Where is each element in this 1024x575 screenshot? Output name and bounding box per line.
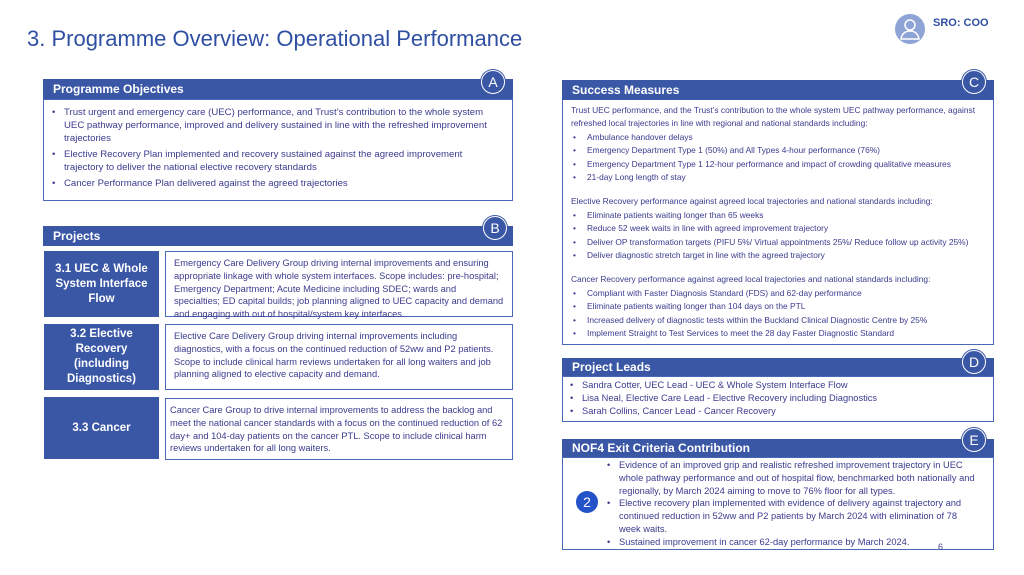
leads-list	[568, 379, 987, 418]
sro-label: SRO: COO	[933, 17, 989, 29]
project-text-elective: Elective Care Delivery Group driving internal improvements including diagnostics, with a focus on the continued reduction of 52ww and P2 patients. Scope to include clinical harm reviews undertaken for all long waiters and job planning aligned to elective capacity and demand.	[165, 324, 513, 390]
lead-item: • Sandra Cotter, UEC Lead - UEC & Whole System Interface Flow	[568, 379, 987, 392]
criteria-number-badge: 2	[576, 491, 598, 513]
uec-measures-list	[571, 131, 985, 185]
measure-item: • Compliant with Faster Diagnosis Standard (FDS) and 62-day performance	[571, 287, 985, 300]
nof4-item: • Sustained improvement in cancer 62-day performance by March 2024.	[605, 536, 981, 549]
page-title: 3. Programme Overview: Operational Performance	[27, 26, 523, 51]
nof4-header: NOF4 Exit Criteria Contribution	[562, 439, 994, 457]
measure-item: • Eliminate patients waiting longer than 104 days on the PTL	[571, 300, 985, 313]
objectives-header: Programme Objectives	[43, 79, 513, 99]
badge-c: C	[962, 70, 986, 94]
uec-intro: Trust UEC performance, and the Trust’s contribution to the whole system UEC pathway performance, against refreshed local trajectories in line with regional and national standards including:	[571, 105, 976, 129]
nof4-item: • Evidence of an improved grip and realistic refreshed improvement trajectory in UEC whole pathway performance and out of hospital flow, benchmarked both nationally and regionally, by March 2024 aiming to move to 76% floor for all types.	[605, 459, 981, 497]
person-icon	[895, 14, 925, 44]
badge-d: D	[962, 350, 986, 374]
measure-item: • Emergency Department Type 1 12-hour performance and impact of crowding qualitative measures	[571, 158, 985, 171]
project-text-uec: Emergency Care Delivery Group driving internal improvements and ensuring appropriate linkage with whole system interfaces. Scope includes: pre-hospital; Emergency Department; Acute Medicine including SDEC; wards and specialties; ED capital builds; job planning aligned to UEC capacity and demand and engaging with out of hospital/system key interfaces.	[165, 251, 513, 317]
objectives-box	[43, 99, 513, 201]
project-label-elective: 3.2 Elective Recovery (including Diagnostics)	[44, 324, 159, 390]
page-number: 6	[938, 542, 944, 552]
badge-e: E	[962, 428, 986, 452]
measure-item: • Reduce 52 week waits in line with agreed improvement trajectory	[571, 222, 985, 235]
measure-item: • Emergency Department Type 1 (50%) and All Types 4-hour performance (76%)	[571, 144, 985, 157]
measure-item: • Increased delivery of diagnostic tests within the Buckland Clinical Diagnostic Centre by 25%	[571, 314, 985, 327]
cancer-measures-list	[571, 287, 985, 341]
elective-measures-list	[571, 209, 985, 263]
objective-item: • Trust urgent and emergency care (UEC) performance, and Trust’s contribution to the whole system UEC pathway performance, improved and delivery sustained in line with the refreshed improvement trajectories	[50, 106, 504, 145]
projects-header: Projects	[43, 226, 513, 246]
measure-item: • Eliminate patients waiting longer than 65 weeks	[571, 209, 985, 222]
objective-item: • Elective Recovery Plan implemented and recovery sustained against the agreed improvement trajectory to deliver the national elective recovery standards	[50, 148, 504, 174]
cancer-intro: Cancer Recovery performance against agreed local trajectories and national standards including:	[571, 274, 931, 285]
nof4-box	[562, 457, 994, 550]
objectives-list	[50, 106, 504, 190]
leads-box	[562, 376, 994, 422]
badge-a: A	[481, 70, 505, 94]
elective-intro: Elective Recovery performance against agreed local trajectories and national standards including:	[571, 196, 933, 207]
nof4-item: • Elective recovery plan implemented with evidence of delivery against trajectory and continued reduction in 52ww and P2 patients by March 2024 with elimination of 78 week waits.	[605, 497, 981, 535]
measure-item: • Deliver OP transformation targets (PIFU 5%/ Virtual appointments 25%/ Reduce follow up activity 25%)	[571, 236, 985, 249]
measure-item: • Deliver diagnostic stretch target in line with the agreed trajectory	[571, 249, 985, 262]
project-label-cancer: 3.3 Cancer	[44, 397, 159, 459]
lead-item: • Sarah Collins, Cancer Lead - Cancer Recovery	[568, 405, 987, 418]
measure-item: • Ambulance handover delays	[571, 131, 985, 144]
project-label-uec: 3.1 UEC & Whole System Interface Flow	[44, 251, 159, 317]
measure-item: • Implement Straight to Test Services to meet the 28 day Faster Diagnostic Standard	[571, 327, 985, 340]
leads-header: Project Leads	[562, 358, 994, 376]
success-box	[562, 100, 994, 345]
lead-item: • Lisa Neal, Elective Care Lead - Elective Recovery including Diagnostics	[568, 392, 987, 405]
project-text-cancer: Cancer Care Group to drive internal improvements to address the backlog and meet the national cancer standards with a focus on the continued reduction of 62 day+ and 104-day patients on the cancer PTL. Scope to include clinical harm reviews undertaken for all long waiters.	[165, 398, 513, 460]
objective-item: • Cancer Performance Plan delivered against the agreed trajectories	[50, 177, 504, 190]
nof4-list	[605, 459, 981, 549]
measure-item: • 21-day Long length of stay	[571, 171, 985, 184]
success-header: Success Measures	[562, 80, 994, 100]
badge-b: B	[483, 216, 507, 240]
